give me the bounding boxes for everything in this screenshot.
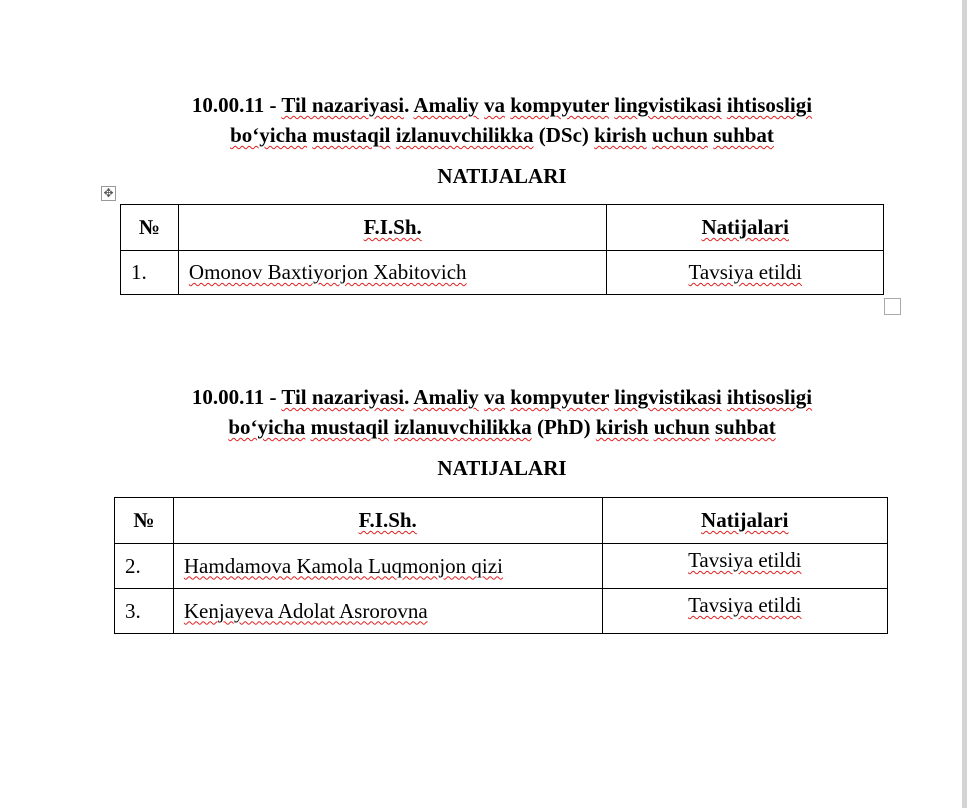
header-number: №: [121, 205, 179, 251]
heading-punct: .: [404, 385, 414, 409]
row-name-text: Hamdamova Kamola Luqmonjon qizi: [183, 553, 503, 578]
section-2-results-label: NATIJALARI: [437, 456, 567, 480]
heading-word: izlanuvchilikka: [394, 415, 532, 439]
row-result: [602, 589, 887, 634]
row-number: 1.: [121, 251, 179, 295]
page-edge: [962, 0, 967, 808]
heading-degree: (DSc): [533, 123, 595, 147]
header-name-text: F.I.Sh.: [363, 215, 422, 239]
section-2-heading-line-2: [60, 412, 944, 442]
section-1-heading: [60, 90, 944, 150]
heading-word: lingvistikasi: [614, 93, 722, 117]
heading-word: va: [483, 93, 505, 117]
heading-word: Amaliy: [413, 385, 479, 409]
section-1-heading-line-1: [60, 90, 944, 120]
row-name: [173, 589, 602, 634]
heading-code: 10.00.11 -: [191, 385, 282, 409]
section-2-heading: [60, 382, 944, 442]
heading-degree: (PhD): [531, 415, 596, 439]
heading-word: mustaqil: [312, 123, 391, 147]
results-table-2: [114, 497, 888, 634]
heading-code: 10.00.11 -: [191, 93, 282, 117]
header-result: [607, 205, 884, 251]
heading-word: suhbat: [714, 415, 776, 439]
resize-handle-icon[interactable]: [884, 298, 901, 315]
row-name-text: Kenjayeva Adolat Asrorovna: [183, 598, 428, 623]
header-result-text: Natijalari: [701, 215, 789, 239]
heading-word: lingvistikasi: [614, 385, 722, 409]
row-number: 3.: [115, 589, 174, 634]
row-result-text: Tavsiya etildi: [688, 548, 802, 572]
heading-word: izlanuvchilikka: [395, 123, 534, 147]
heading-word: bo‘yicha: [228, 415, 306, 439]
row-result: [602, 544, 887, 589]
table-row: [121, 251, 884, 295]
section-2-heading-line-1: [60, 382, 944, 412]
row-result: [607, 251, 884, 295]
heading-word: kirish: [594, 123, 647, 147]
row-number: 2.: [115, 544, 174, 589]
header-number: №: [115, 498, 174, 544]
heading-word: kompyuter: [510, 93, 610, 117]
header-name: [178, 205, 607, 251]
heading-word: uchun: [653, 415, 710, 439]
row-name-text: Omonov Baxtiyorjon Xabitovich: [188, 260, 467, 284]
section-1-results-label: NATIJALARI: [437, 164, 567, 188]
heading-word: ihtisosligi: [726, 385, 813, 409]
heading-word: Til nazariyasi: [281, 93, 405, 117]
heading-word: kompyuter: [510, 385, 610, 409]
header-name-text: F.I.Sh.: [358, 508, 417, 532]
results-table-1: [120, 204, 884, 295]
row-result-text: Tavsiya etildi: [688, 593, 802, 617]
move-arrows-icon[interactable]: ✥: [101, 186, 116, 201]
header-result-text: Natijalari: [701, 508, 789, 532]
table-row: [115, 544, 888, 589]
heading-word: Amaliy: [413, 93, 479, 117]
row-name: [173, 544, 602, 589]
table-row: [115, 589, 888, 634]
heading-word: Til nazariyasi: [281, 385, 405, 409]
row-name: [178, 251, 607, 295]
header-result: [602, 498, 887, 544]
heading-word: ihtisosligi: [726, 93, 813, 117]
heading-word: va: [483, 385, 505, 409]
heading-word: bo‘yicha: [230, 123, 308, 147]
table-header-row: [121, 205, 884, 251]
heading-word: uchun: [651, 123, 708, 147]
section-1-heading-line-2: [60, 120, 944, 150]
heading-word: kirish: [595, 415, 649, 439]
heading-word: suhbat: [713, 123, 774, 147]
header-name: [173, 498, 602, 544]
heading-punct: .: [404, 93, 414, 117]
heading-word: mustaqil: [310, 415, 389, 439]
table-header-row: [115, 498, 888, 544]
row-result-text: Tavsiya etildi: [688, 260, 802, 284]
